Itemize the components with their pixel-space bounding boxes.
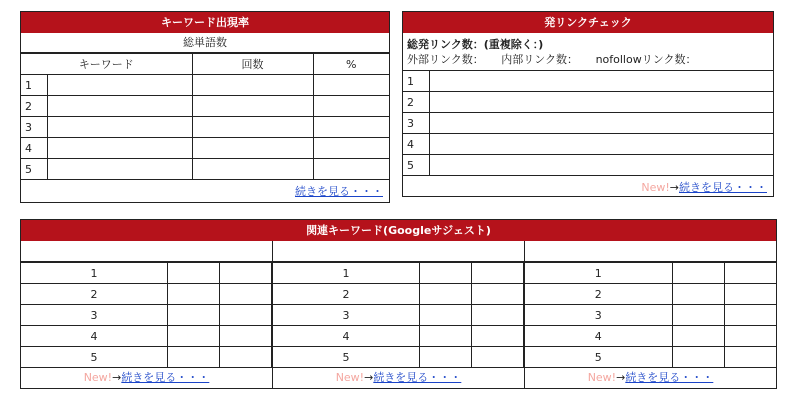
keyword-more-link[interactable]: 続きを見る・・・ (295, 185, 383, 198)
row-number: 4 (21, 326, 168, 347)
col-count-header: 回数 (192, 54, 313, 75)
table-row (21, 96, 389, 117)
table-row (21, 326, 272, 347)
row-number: 4 (525, 326, 672, 347)
new-badge: New! (335, 371, 365, 384)
table-row (525, 326, 776, 347)
row-number: 4 (273, 326, 420, 347)
row-number: 1 (525, 263, 672, 284)
table-row (273, 263, 524, 284)
link-counts (403, 49, 773, 70)
row-number: 4 (21, 138, 47, 159)
table-row (273, 284, 524, 305)
row-number: 1 (21, 75, 47, 96)
table-row (525, 284, 776, 305)
new-badge: New! (587, 371, 617, 384)
keyword-more-container (21, 180, 389, 200)
arrow: → (364, 371, 374, 384)
internal-links-label: 内部リンク数： (501, 53, 579, 66)
table-row (21, 305, 272, 326)
row-number: 2 (525, 284, 672, 305)
col-keyword-header: キーワード (21, 54, 192, 75)
nofollow-links-label: nofollowリンク数： (595, 53, 697, 66)
link-check-table (403, 70, 773, 176)
arrow: → (669, 181, 679, 194)
related-table (525, 262, 776, 368)
table-row (273, 305, 524, 326)
table-row (403, 92, 773, 113)
related-more-container (21, 368, 272, 388)
table-row (21, 284, 272, 305)
related-more-container (525, 368, 776, 388)
row-number: 2 (21, 96, 47, 117)
table-row (21, 138, 389, 159)
table-row (21, 347, 272, 368)
row-number: 3 (21, 117, 47, 138)
table-row (403, 113, 773, 134)
table-row (21, 159, 389, 180)
related-keywords-columns (21, 241, 776, 388)
row-number: 5 (21, 347, 168, 368)
related-column-3 (525, 241, 776, 388)
row-number: 2 (21, 284, 168, 305)
table-row (525, 347, 776, 368)
related-column-2 (273, 241, 525, 388)
link-check-panel (402, 11, 774, 197)
keyword-density-table (21, 53, 389, 180)
table-row (403, 134, 773, 155)
arrow: → (112, 371, 122, 384)
table-row (21, 75, 389, 96)
row-number: 4 (403, 134, 429, 155)
new-badge: New! (641, 181, 670, 194)
row-number: 5 (21, 159, 47, 180)
related-more-link[interactable]: 続きを見る・・・ (373, 371, 462, 384)
row-number: 3 (525, 305, 672, 326)
table-row (525, 263, 776, 284)
related-table (273, 262, 524, 368)
new-badge: New! (83, 371, 113, 384)
row-number: 1 (273, 263, 420, 284)
keyword-density-title: キーワード出現率 (21, 12, 389, 33)
related-more-link[interactable]: 続きを見る・・・ (121, 371, 210, 384)
row-number: 2 (403, 92, 429, 113)
row-number: 5 (525, 347, 672, 368)
keyword-density-panel (20, 11, 390, 203)
row-number: 3 (403, 113, 429, 134)
table-row (403, 71, 773, 92)
row-number: 2 (273, 284, 420, 305)
row-number: 1 (403, 71, 429, 92)
link-more-link[interactable]: 続きを見る・・・ (679, 181, 767, 194)
total-links-label: 総発リンク数：(重複除く：) (407, 38, 544, 51)
related-column-1 (21, 241, 273, 388)
arrow: → (616, 371, 626, 384)
table-row (21, 117, 389, 138)
related-table (21, 262, 272, 368)
row-number: 5 (403, 155, 429, 176)
table-row (403, 155, 773, 176)
row-number: 3 (21, 305, 168, 326)
related-keywords-panel (20, 219, 777, 389)
external-links-label: 外部リンク数： (407, 53, 484, 66)
link-check-title: 発リンクチェック (403, 12, 773, 33)
table-row (273, 326, 524, 347)
col-percent-header: % (313, 54, 389, 75)
related-keywords-title: 関連キーワード(Googleサジェスト) (21, 220, 776, 241)
link-more-container (403, 176, 773, 196)
row-number: 1 (21, 263, 168, 284)
related-more-link[interactable]: 続きを見る・・・ (625, 371, 714, 384)
related-more-container (273, 368, 524, 388)
table-row (525, 305, 776, 326)
table-row (273, 347, 524, 368)
row-number: 5 (273, 347, 420, 368)
row-number: 3 (273, 305, 420, 326)
total-words-label: 総単語数 (21, 33, 389, 53)
table-header-row (21, 54, 389, 75)
table-row (21, 263, 272, 284)
